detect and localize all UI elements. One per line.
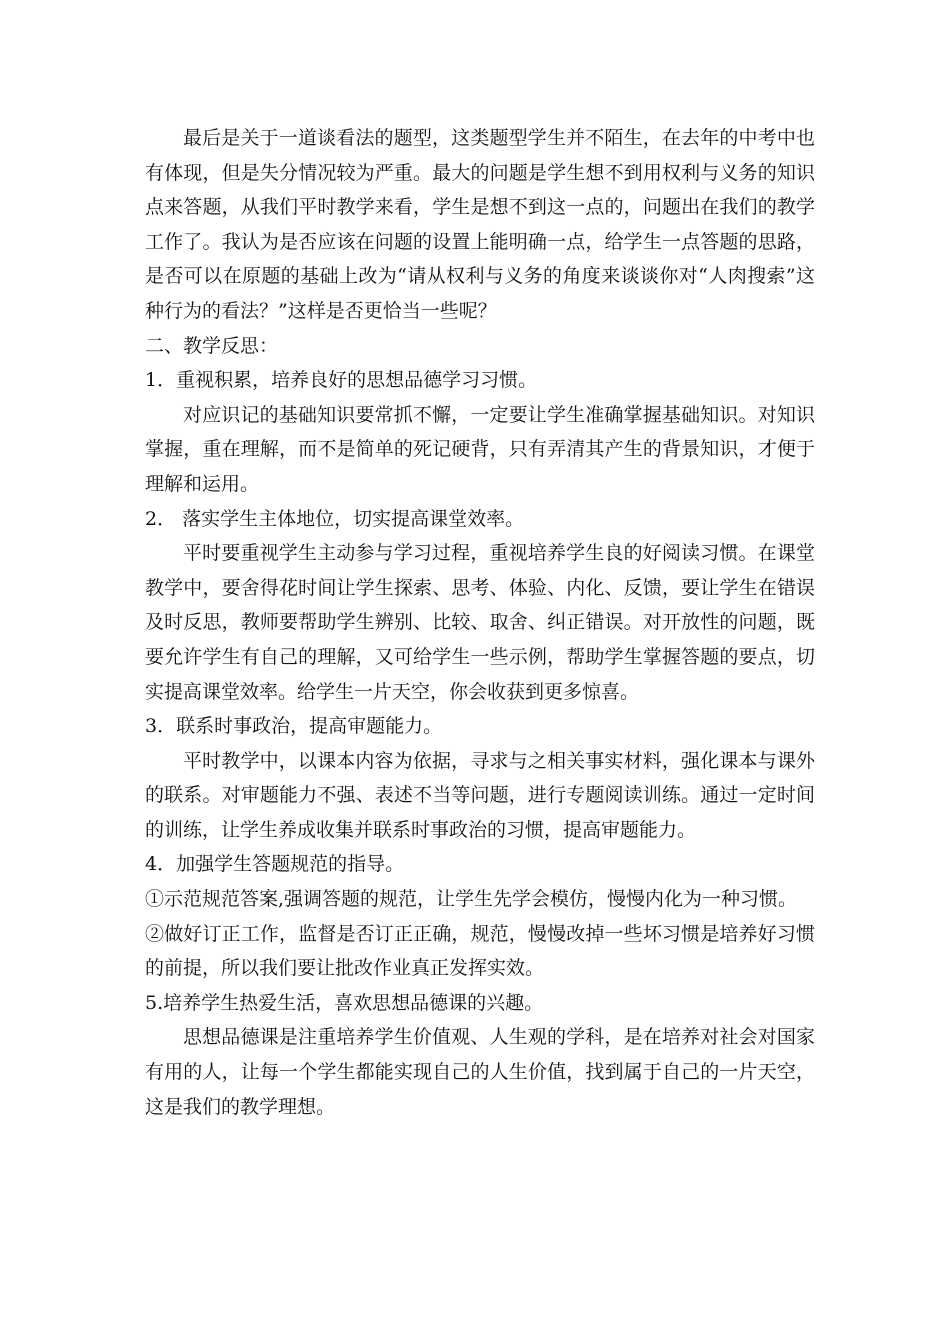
item-heading-4: 4．加强学生答题规范的指导。 xyxy=(145,853,405,876)
paragraph-exam-analysis: 最后是关于一道谈看法的题型，这类题型学生并不陌生，在去年的中考中也有体现，但是失分情况较为严重。最大的问题是学生想不到用权利与义务的知识点来答题，从我们平时教学来看，学生是想不到这一点的，问题出在我们的教学工作了。我认为是否应该在问题的设置上能明确一点，给学生一点答题的思路，是否可以在原题的基础上改为“请从权利与义务的角度来谈谈你对“人肉搜索”这种行为的看法？”这样是否更恰当一些呢？ xyxy=(145,127,815,322)
sub-item-4-1: ①示范规范答案,强调答题的规范，让学生先学会模仿，慢慢内化为一种习惯。 xyxy=(145,888,798,911)
paragraph-item-5: 思想品德课是注重培养学生价值观、人生观的学科，是在培养对社会对国家有用的人，让每一个学生都能实现自己的人生价值，找到属于自己的一片天空，这是我们的教学理想。 xyxy=(145,1026,815,1118)
document-body xyxy=(145,121,815,1124)
section-heading-reflection: 二、教学反思： xyxy=(145,334,279,357)
sub-item-4-2: ②做好订正工作，监督是否订正正确，规范，慢慢改掉一些坏习惯是培养好习惯的前提，所以我们要让批改作业真正发挥实效。 xyxy=(145,922,815,980)
item-heading-1: 1．重视积累，培养良好的思想品德学习习惯。 xyxy=(145,369,538,392)
item-heading-5: 5.培养学生热爱生活，喜欢思想品德课的兴趣。 xyxy=(145,991,544,1014)
paragraph-item-3: 平时教学中，以课本内容为依据，寻求与之相关事实材料，强化课本与课外的联系。对审题能力不强、表述不当等问题，进行专题阅读训练。通过一定时间的训练，让学生养成收集并联系时事政治的习惯，提高审题能力。 xyxy=(145,749,815,841)
item-heading-2: 2． 落实学生主体地位，切实提高课堂效率。 xyxy=(145,507,525,530)
paragraph-item-2: 平时要重视学生主动参与学习过程，重视培养学生良的好阅读习惯。在课堂教学中，要舍得花时间让学生探索、思考、体验、内化、反馈，要让学生在错误及时反思，教师要帮助学生辨别、比较、取舍、纠正错误。对开放性的问题，既要允许学生有自己的理解，又可给学生一些示例，帮助学生掌握答题的要点，切实提高课堂效率。给学生一片天空，你会收获到更多惊喜。 xyxy=(145,542,815,703)
paragraph-item-1: 对应识记的基础知识要常抓不懈，一定要让学生准确掌握基础知识。对知识掌握，重在理解，而不是简单的死记硬背，只有弄清其产生的背景知识，才便于理解和运用。 xyxy=(145,403,815,495)
item-heading-3: 3．联系时事政治，提高审题能力。 xyxy=(145,715,443,738)
